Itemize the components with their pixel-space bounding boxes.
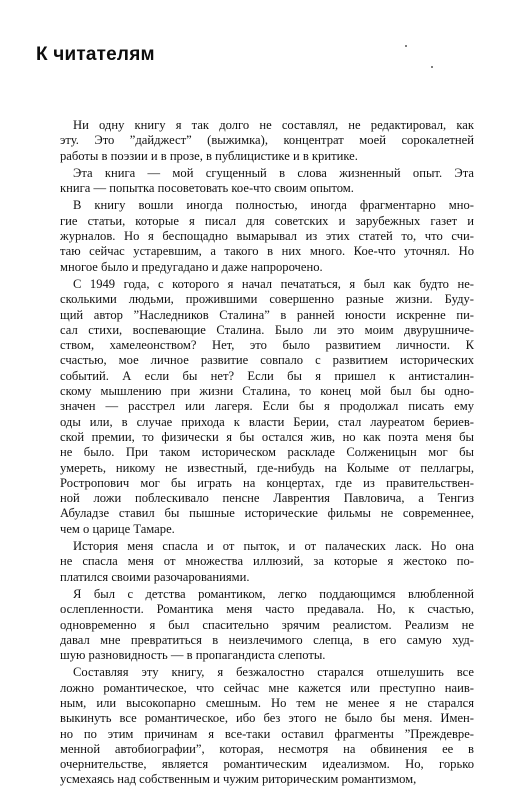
text-line: многое было и предугадано и даже напророчено. [60,259,323,274]
text-line: усмехаясь над собственным и чужим риторическим романтизмом, [60,772,417,787]
text-line: событий. А если бы нет? Если бы я пришел к антисталин- [60,368,474,383]
text-line: щий автор ”Наследников Сталина” в ранней юности искренне пи- [60,307,474,322]
text-line: ным, или высокопарно смешным. Но тем не менее я не старался [60,695,474,710]
print-speck [405,45,407,47]
text-line: скому мышлению при жизни Сталина, то конец мой был бы одно- [60,384,474,399]
paragraph [60,587,474,663]
text-line: Ростропович мог бы играть на концертах, где из правительствен- [60,475,474,490]
text-line: сал стихи, воспевающие Сталина. Было ли это моим двурушниче- [60,322,474,337]
print-speck [431,66,433,68]
text-line: давал мне превратиться в неизлечимого слепца, в его самую худ- [60,632,474,647]
paragraph [60,277,474,537]
text-line: В книгу вошли иногда полностью, иногда фрагментарно мно- [73,198,474,213]
paragraph [60,665,474,787]
text-line: шую разновидность — в пропагандиста слепоты. [60,648,326,663]
body-text [60,118,474,790]
text-line: ослепленности. Романтика меня часто предавала. Но, к счастью, [60,602,474,617]
text-line: ложно романтическое, что сейчас мне кажется или преступно наив- [60,680,474,695]
text-line: книга — попытка посоветовать кое-что своим опытом. [60,181,354,196]
paragraph [60,198,474,274]
text-line: ской премии, то физически я бы остался жив, но как поэта меня бы [60,429,474,444]
text-line: очернительстве, является романтическим идеализмом. Но, горько [60,757,474,772]
text-line: С 1949 года, с которого я начал печататься, я был как будто не- [73,276,474,291]
text-line: сколькими людьми, прожившими совершенно разные жизни. Буду- [60,292,474,307]
text-line: журналов. Но я беспощадно вымарывал из этих статей то, что счи- [60,229,474,244]
text-line: но по этим причинам я все-таки оставил фрагменты ”Преждевре- [60,726,474,741]
text-line: таю сейчас устаревшим, а такого в них много. Кое-что уточнял. Но [60,244,474,259]
text-line: чем о царице Тамаре. [60,521,175,536]
text-line: Я был с детства романтиком, легко поддающимся влюбленной [73,586,474,601]
text-line: Эта книга — мой сгущенный в слова жизненный опыт. Эта [73,165,474,180]
text-line: выкинуть все романтическое, ибо без этого не было бы меня. Имен- [60,711,474,726]
text-line: гие статьи, которые я писал для советских и зарубежных газет и [60,213,474,228]
paragraph [60,118,474,164]
text-line: умереть, никому не известный, где-нибудь на Колыме от пеллагры, [60,460,474,475]
text-line: Составляя эту книгу, я безжалостно старался отшелушить все [73,665,474,680]
text-line: оды или, в случае прихода к власти Берии, стал лауреатом бериев- [60,414,474,429]
text-line: История меня спасла и от пыток, и от палаческих ласк. Но она [73,539,474,554]
text-line: не спасла меня от множества иллюзий, за которые я жестоко по- [60,554,474,569]
text-line: платился своими разочарованиями. [60,569,250,584]
text-line: одновременно я был спасительно зрячим реалистом. Реализм не [60,617,474,632]
text-line: ной ложи поблескивало пенсне Лаврентия Павловича, а Тенгиз [60,491,474,506]
text-line: не было. При таком историческом раскладе Солженицын мог бы [60,445,474,460]
text-line: счастью, мое личное развитие совпало с развитием исторических [60,353,474,368]
text-line: менной автобиографии”, которая, несмотря на обвинения ее в [60,741,474,756]
text-line: ством, хамелеонством? Нет, это было развитием личности. К [60,338,474,353]
page-heading: К читателям [36,44,155,65]
text-line: Ни одну книгу я так долго не составлял, не редактировал, как [73,118,474,132]
text-line: значен — расстрел или лагеря. Если бы я продолжал писать ему [60,399,474,414]
paragraph [60,166,474,197]
text-line: эту. Это ”дайджест” (выжимка), концентрат моей сорокалетней [60,133,474,148]
text-line: работы в поэзии и в прозе, в публицистике и в критике. [60,148,358,163]
paragraph [60,539,474,585]
text-line: Абуладзе ставил бы пышные исторические фильмы не современнее, [60,506,474,521]
